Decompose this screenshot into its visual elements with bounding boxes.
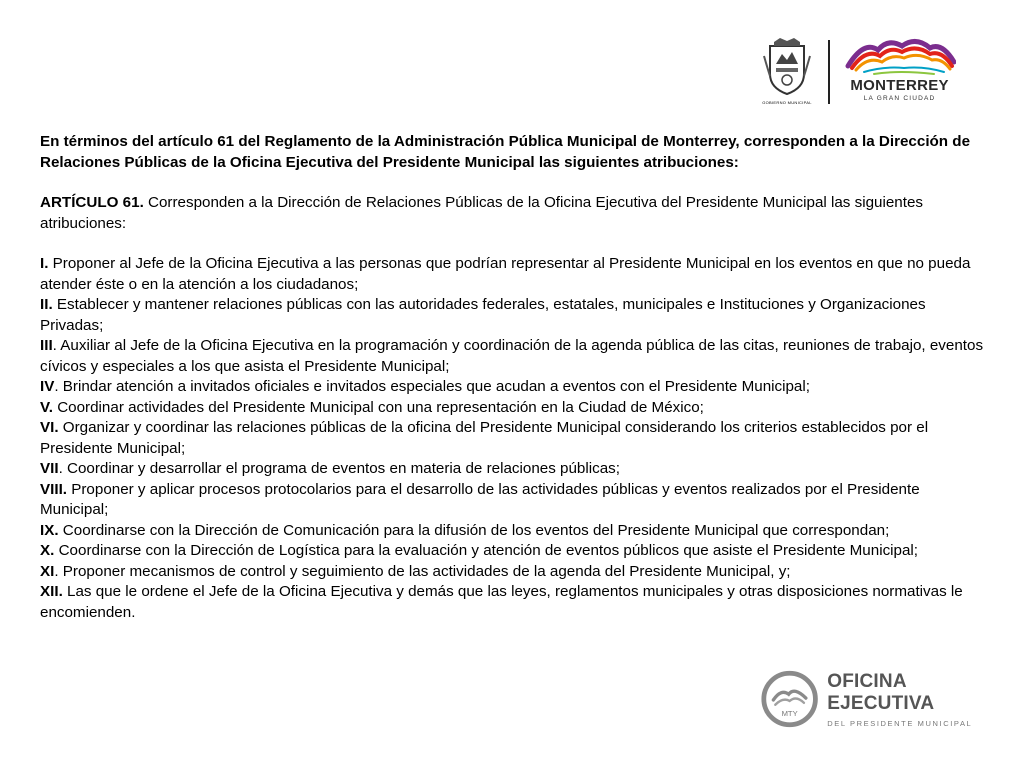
gobierno-caption: GOBIERNO MUNICIPAL <box>762 100 812 105</box>
monterrey-name: MONTERREY <box>850 77 949 94</box>
header-logos <box>756 36 976 108</box>
footer-title: OFICINA EJECUTIVA <box>827 670 935 714</box>
item-numeral: VII <box>40 460 59 477</box>
monterrey-mountains-icon <box>844 36 956 76</box>
list-item <box>40 377 985 398</box>
item-text: Coordinarse con la Dirección de Logística para la evaluación y atención de eventos públicos que asiste el Presidente Municipal; <box>54 542 919 559</box>
article-label: ARTÍCULO 61. <box>40 194 144 211</box>
oficina-ejecutiva-logo <box>760 668 1010 730</box>
item-numeral: II. <box>40 296 53 313</box>
article-text: Corresponden a la Dirección de Relaciones Públicas de la Oficina Ejecutiva del Presidente Municipal las siguientes atribuciones: <box>40 194 924 232</box>
item-numeral: IV <box>40 378 55 395</box>
list-item <box>40 295 985 336</box>
item-text: Las que le ordene el Jefe de la Oficina Ejecutiva y demás que las leyes, reglamentos municipales y otras disposiciones normativas le encomienden. <box>40 583 963 621</box>
item-text: Proponer al Jefe de la Oficina Ejecutiva a las personas que podrían representar al Presidente Municipal en los eventos en que no pueda atender éste o en la atención a los ciudadanos; <box>40 255 971 293</box>
item-numeral: XI <box>40 562 55 580</box>
item-text: Organizar y coordinar las relaciones públicas de la oficina del Presidente Municipal considerando los criterios establecidos por el Presidente Municipal; <box>40 419 929 457</box>
list-item <box>40 398 985 419</box>
item-text: Coordinarse con la Dirección de Comunicación para la difusión de los eventos del Presidente Municipal que correspondan; <box>58 521 890 539</box>
item-numeral: V. <box>40 398 53 416</box>
item-text: . Auxiliar al Jefe de la Oficina Ejecutiva en la programación y coordinación de la agenda pública de las citas, reuniones de trabajo, eventos cívicos y especiales a los que asista el Presidente Municipal; <box>40 337 984 375</box>
monterrey-logo <box>840 36 960 108</box>
list-item <box>40 521 985 542</box>
item-numeral: IX. <box>40 521 59 539</box>
document-body <box>40 132 985 623</box>
footer-text <box>827 671 1010 728</box>
mty-circle-icon <box>760 668 819 730</box>
item-numeral: X. <box>40 542 55 559</box>
monterrey-tagline: LA GRAN CIUDAD <box>863 95 936 102</box>
list-item <box>40 541 985 562</box>
item-text: Establecer y mantener relaciones públicas con las autoridades federales, estatales, municipales e Instituciones y Organizaciones Privadas; <box>40 296 926 334</box>
list-item <box>40 418 985 459</box>
item-numeral: VI. <box>40 419 59 436</box>
item-text: . Proponer mecanismos de control y seguimiento de las actividades de la agenda del Presidente Municipal, y; <box>54 562 791 580</box>
list-item <box>40 254 985 295</box>
article-paragraph <box>40 193 985 234</box>
item-numeral: I. <box>40 255 49 272</box>
item-text: . Brindar atención a invitados oficiales e invitados especiales que acudan a eventos con el Presidente Municipal; <box>54 378 810 395</box>
gobierno-municipal-logo <box>756 36 818 108</box>
logo-divider <box>828 40 830 104</box>
item-text: Proponer y aplicar procesos protocolarios para el desarrollo de las actividades públicas y eventos realizados por el Presidente Municipal; <box>40 480 920 518</box>
list-item <box>40 480 985 521</box>
item-numeral: VIII. <box>40 480 68 498</box>
mty-badge-text: MTY <box>781 709 798 719</box>
footer-subtitle: DEL PRESIDENTE MUNICIPAL <box>827 718 973 728</box>
coat-of-arms-icon <box>762 36 812 98</box>
item-numeral: III <box>40 337 53 354</box>
list-item <box>40 562 985 583</box>
item-numeral: XII. <box>40 583 63 600</box>
item-text: Coordinar actividades del Presidente Municipal con una representación en la Ciudad de México; <box>52 398 704 416</box>
item-text: . Coordinar y desarrollar el programa de eventos en materia de relaciones públicas; <box>58 460 620 477</box>
intro-paragraph: En términos del artículo 61 del Reglamento de la Administración Pública Municipal de Monterrey, corresponden a la Dirección de Relaciones Públicas de la Oficina Ejecutiva del Presidente Municipal las siguientes atribuciones: <box>40 133 971 171</box>
attributions-list <box>40 254 985 623</box>
list-item <box>40 459 985 480</box>
list-item <box>40 336 985 377</box>
list-item <box>40 582 985 623</box>
